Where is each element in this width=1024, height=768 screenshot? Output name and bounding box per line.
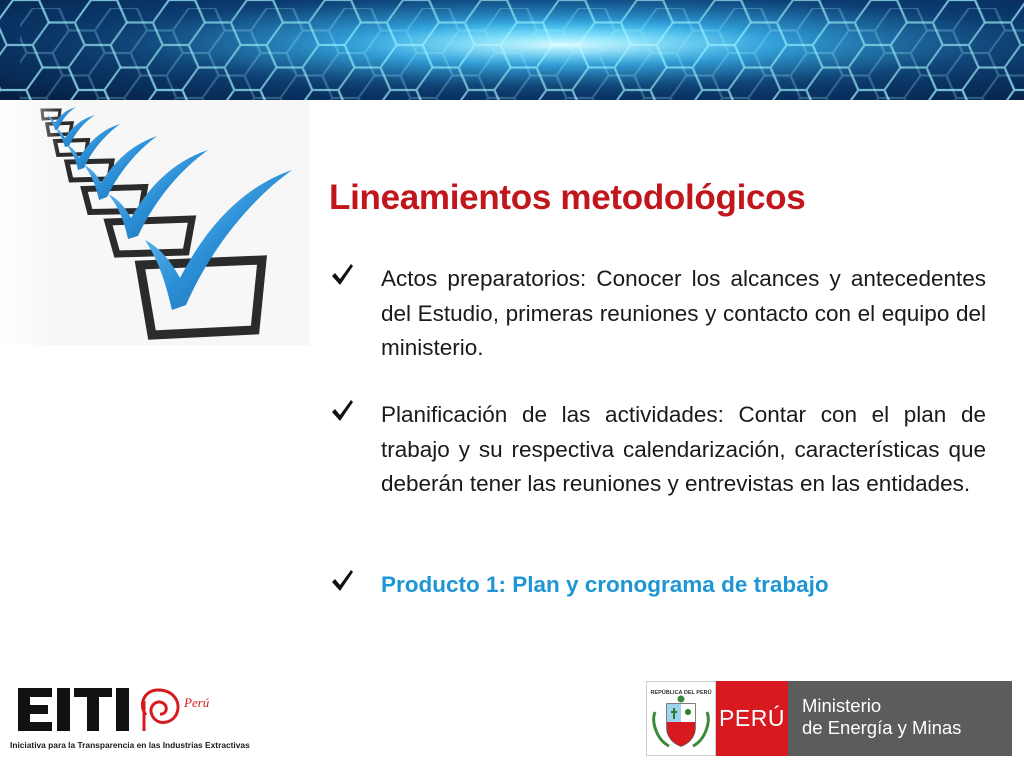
crest-text: REPÚBLICA DEL PERÚ [650,690,712,696]
slide-title: Lineamientos metodológicos [329,178,806,217]
checklist-illustration [0,100,310,345]
bullet-item [330,398,986,502]
eiti-tagline: Iniciativa para la Transparencia en las Industrias Extractivas [10,740,250,750]
header-banner-image [0,0,1024,100]
peru-label: PERÚ [716,681,788,756]
coat-of-arms [646,681,716,756]
bullet-text: Planificación de las actividades: Contar con el plan de trabajo y su respectiva calendarización, características que deberán tener las reuniones y entrevistas en las entidades. [381,402,986,496]
bullet-item [330,262,986,366]
check-icon [330,262,354,288]
bullet-text-highlighted: Producto 1: Plan y cronograma de trabajo [381,572,829,597]
ministry-name [788,681,1012,756]
peru-crest-icon [647,682,715,755]
ministry-name-line2: de Energía y Minas [802,717,962,738]
ministry-name-line1: Ministerio [802,695,882,716]
bullet-text: Actos preparatorios: Conocer los alcances y antecedentes del Estudio, primeras reuniones y contacto con el equipo del ministerio. [381,266,986,360]
hexagon-pattern [0,0,1024,100]
peru-logo-text: Perú [184,695,210,710]
ministry-logo [646,681,1012,756]
bullet-item [330,568,986,603]
check-icon [330,398,354,424]
check-icon [330,568,354,594]
